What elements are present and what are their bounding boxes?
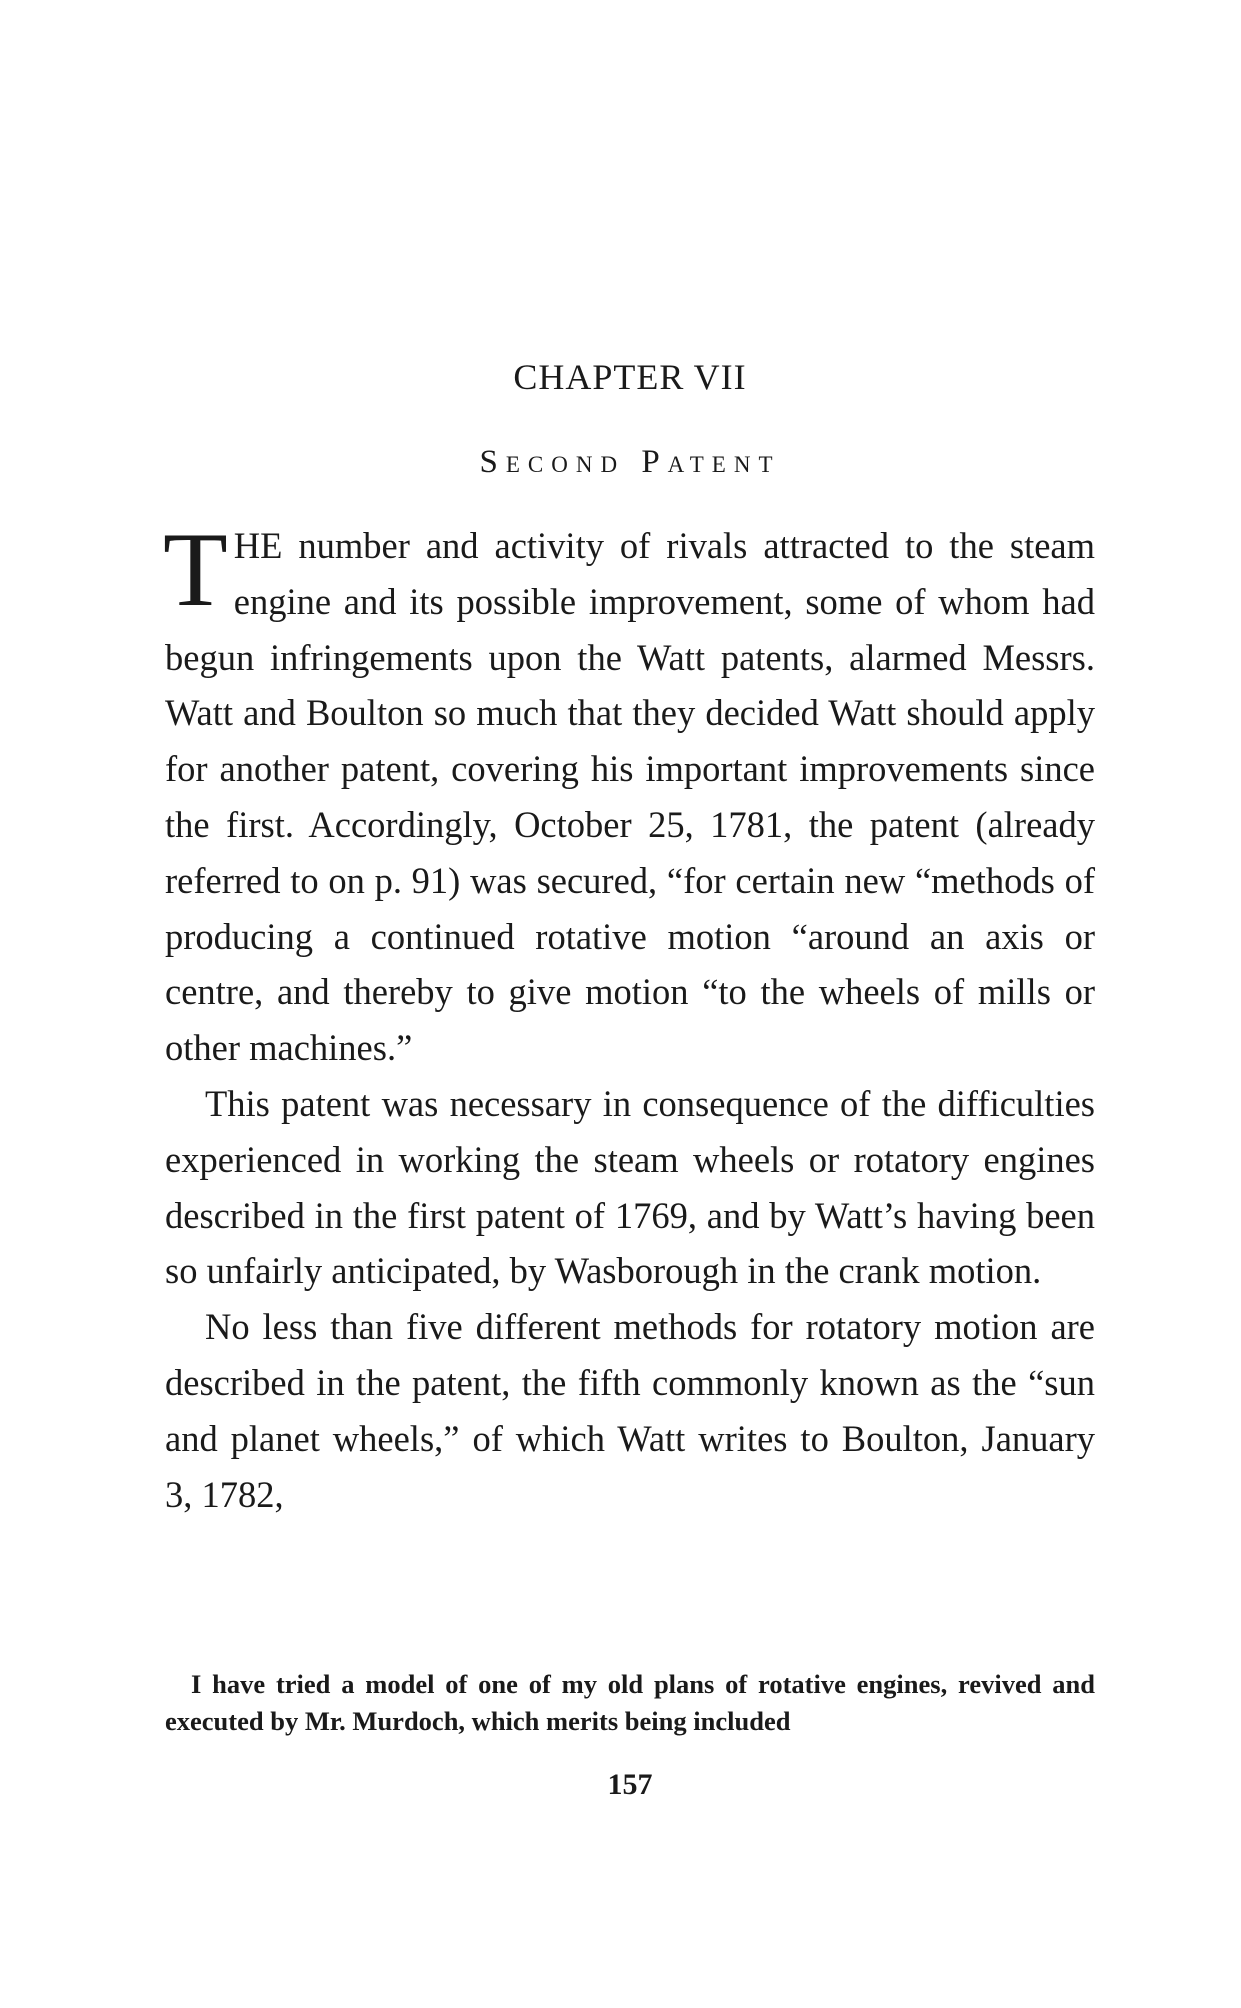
chapter-subtitle: Second Patent (479, 444, 781, 480)
paragraph-3: No less than five different methods for rotatory motion are described in the patent, the fifth commonly known as the “sun and planet wheels,” of which Watt writes to Boulton, January 3, 1782, (165, 1306, 1095, 1515)
paragraph-1-text: HE number and activity of rivals attracted to the steam engine and its possible improvement, some of whom had begun infringements upon the Watt patents, alarmed Messrs. Watt and Boulton so much that they decided Watt should apply for another patent, covering his important improvements since the first. Accordingly, October 25, 1781, the patent (already referred to on p. 91) was secured, “for certain new “methods of producing a continued rotative motion “around an axis or centre, and thereby to give motion “to the wheels of mills or other machines.” (165, 525, 1095, 1069)
drop-cap: T (163, 511, 228, 628)
body-text (163, 511, 1095, 1522)
paragraph-2: This patent was necessary in consequence of the difficulties experienced in working the steam wheels or rotatory engines described in the first patent of 1769, and by Watt’s having been so unfairly anticipated, by Wasborough in the crank motion. (165, 1082, 1095, 1292)
chapter-title: CHAPTER VII (513, 357, 747, 397)
block-quote (165, 1666, 1095, 1740)
paragraph-1 (163, 511, 1095, 1076)
block-quote-text: I have tried a model of one of my old plans of rotative engines, revived and executed by Mr. Murdoch, which merits being included (165, 1669, 1095, 1736)
page-number: 157 (607, 1768, 653, 1801)
